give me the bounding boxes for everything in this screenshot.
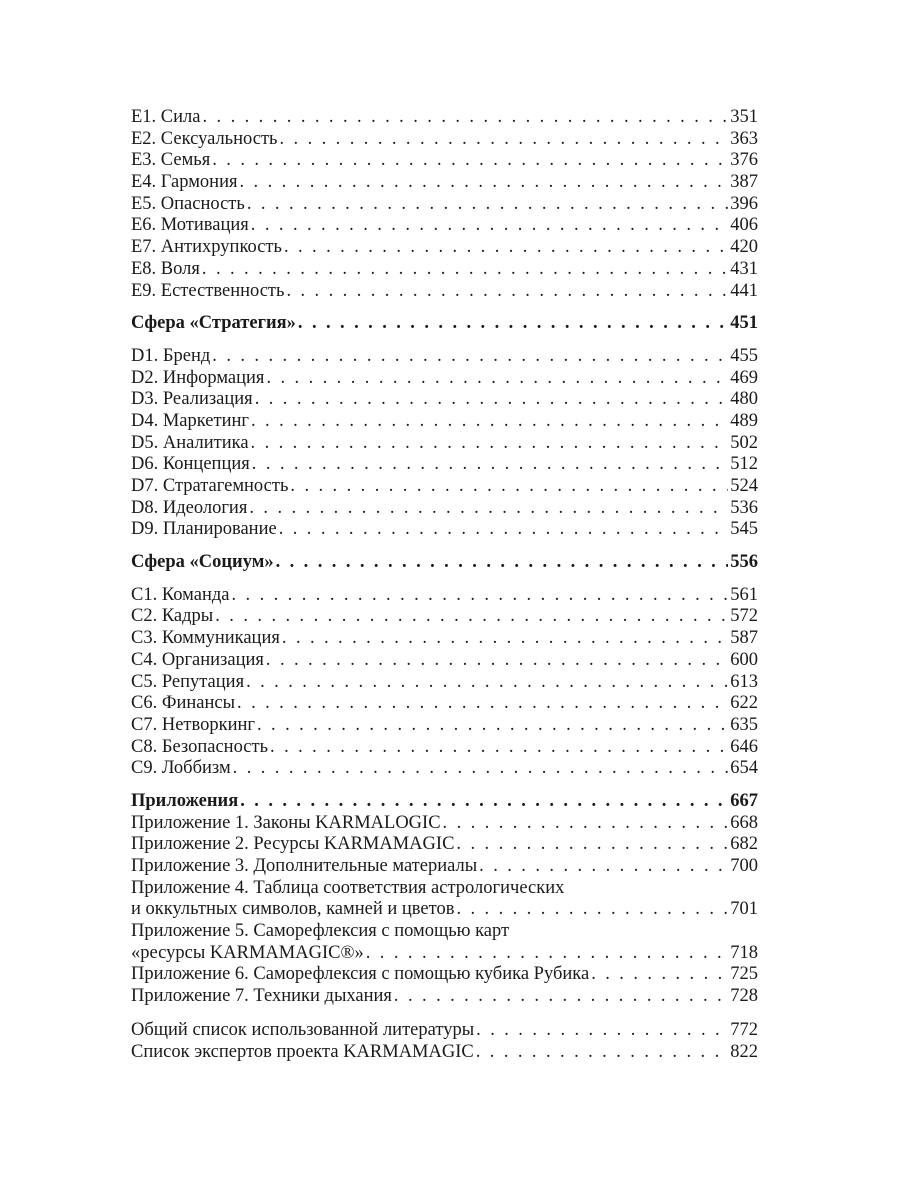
page-number: 587 <box>730 628 758 649</box>
dot-leader <box>266 650 728 672</box>
page-number: 451 <box>730 313 758 334</box>
page-number: 701 <box>730 899 758 920</box>
dot-leader <box>246 672 728 694</box>
page-number: 600 <box>730 649 758 670</box>
toc-entry[interactable]: E3. Семья . . . 376 <box>131 150 758 172</box>
section-gap <box>131 1008 758 1020</box>
page-number: 502 <box>730 432 758 453</box>
page-number: 469 <box>730 367 758 388</box>
page-number: 718 <box>730 942 758 963</box>
page-number: 561 <box>730 584 758 605</box>
toc-entry[interactable]: D9. Планирование . . . 545 <box>131 519 758 541</box>
dot-leader <box>202 259 728 281</box>
page-number: 635 <box>730 714 758 735</box>
page-number: 387 <box>730 172 758 193</box>
toc-entry[interactable]: Приложение 6. Саморефлексия с помощью кубика Рубика . . . 725 <box>131 964 758 986</box>
dot-leader <box>270 737 728 759</box>
dot-leader <box>476 1020 728 1042</box>
toc-entry[interactable]: C2. Кадры . . . 572 <box>131 606 758 628</box>
dot-leader <box>247 194 728 216</box>
dot-leader <box>456 899 728 921</box>
toc-group-d <box>131 346 758 541</box>
page-number: 489 <box>730 410 758 431</box>
toc-entry[interactable]: E4. Гармония . . . 387 <box>131 172 758 194</box>
page-number: 822 <box>730 1041 758 1062</box>
dot-leader <box>476 1042 729 1064</box>
dot-leader <box>298 313 728 335</box>
dot-leader <box>212 150 728 172</box>
toc-entry[interactable]: Приложение 3. Дополнительные материалы . . . 700 <box>131 856 758 878</box>
page-number: 556 <box>730 552 758 573</box>
toc-entry[interactable]: D7. Стратагемность . . . 524 <box>131 476 758 498</box>
toc-entry[interactable]: и оккультных символов, камней и цветов . . . 701 <box>131 899 758 921</box>
page-number: 420 <box>730 237 758 258</box>
page-number: 406 <box>730 215 758 236</box>
page-number: 512 <box>730 454 758 475</box>
toc-entry[interactable]: E9. Естественность . . . 441 <box>131 281 758 303</box>
toc-appendix-heading[interactable]: Приложения . . . 667 <box>131 791 758 813</box>
toc-entry[interactable]: C4. Организация . . . 600 <box>131 650 758 672</box>
toc-entry[interactable]: E7. Антихрупкость . . . 420 <box>131 237 758 259</box>
dot-leader <box>249 498 728 520</box>
toc-entry[interactable]: D1. Бренд . . . 455 <box>131 346 758 368</box>
toc-entry[interactable]: D6. Концепция . . . 512 <box>131 454 758 476</box>
dot-leader <box>282 628 728 650</box>
toc-group-appendix <box>131 813 758 1008</box>
page-number: 376 <box>730 150 758 171</box>
toc-entry[interactable]: D8. Идеология . . . 536 <box>131 498 758 520</box>
dot-leader <box>231 585 728 607</box>
table-of-contents <box>131 107 758 1063</box>
toc-entry[interactable]: «ресурсы KARMAMAGIC®» . . . 718 <box>131 943 758 965</box>
toc-entry[interactable]: E6. Мотивация . . . 406 <box>131 215 758 237</box>
page-number: 455 <box>730 345 758 366</box>
toc-entry[interactable]: E8. Воля . . . 431 <box>131 259 758 281</box>
dot-leader <box>212 346 728 368</box>
dot-leader <box>286 281 728 303</box>
toc-entry[interactable]: C1. Команда . . . 561 <box>131 585 758 607</box>
page-number: 536 <box>730 497 758 518</box>
page-number: 441 <box>730 280 758 301</box>
page-number: 682 <box>730 834 758 855</box>
toc-entry[interactable]: C3. Коммуникация . . . 587 <box>131 628 758 650</box>
toc-group-e <box>131 107 758 302</box>
dot-leader <box>394 986 728 1008</box>
toc-entry[interactable]: E2. Сексуальность . . . 363 <box>131 129 758 151</box>
page-number: 668 <box>730 812 758 833</box>
dot-leader <box>251 411 728 433</box>
page-number: 646 <box>730 736 758 757</box>
page-number: 572 <box>730 606 758 627</box>
page-number: 725 <box>730 964 758 985</box>
toc-entry[interactable]: C6. Финансы . . . 622 <box>131 693 758 715</box>
dot-leader <box>276 552 729 574</box>
toc-entry[interactable]: E1. Сила . . . 351 <box>131 107 758 129</box>
dot-leader <box>240 791 728 813</box>
dot-leader <box>279 129 728 151</box>
toc-entry[interactable]: C9. Лоббизм . . . 654 <box>131 758 758 780</box>
page-number: 772 <box>730 1019 758 1040</box>
toc-entry[interactable]: Общий список использованной литературы . . . 772 <box>131 1020 758 1042</box>
page-number: 545 <box>730 519 758 540</box>
dot-leader <box>279 519 729 541</box>
dot-leader <box>266 368 728 390</box>
toc-entry[interactable]: D2. Информация . . . 469 <box>131 368 758 390</box>
dot-leader <box>215 606 728 628</box>
page-number: 396 <box>730 193 758 214</box>
dot-leader <box>257 715 728 737</box>
page-number: 431 <box>730 258 758 279</box>
toc-group-final <box>131 1020 758 1063</box>
dot-leader <box>239 172 728 194</box>
toc-entry[interactable]: C5. Репутация . . . 613 <box>131 672 758 694</box>
dot-leader <box>255 389 729 411</box>
toc-entry[interactable]: C7. Нетворкинг . . . 635 <box>131 715 758 737</box>
page-number: 480 <box>730 389 758 410</box>
toc-sphere-heading[interactable]: Сфера «Стратегия» . . . 451 <box>131 313 758 335</box>
dot-leader <box>443 813 729 835</box>
dot-leader <box>456 834 728 856</box>
toc-entry[interactable]: D3. Реализация . . . 480 <box>131 389 758 411</box>
toc-entry-line1[interactable]: Приложение 5. Саморефлексия с помощью карт <box>131 921 510 942</box>
toc-entry[interactable]: D5. Аналитика . . . 502 <box>131 433 758 455</box>
page-number: 728 <box>730 986 758 1007</box>
toc-entry[interactable]: Приложение 7. Техники дыхания . . . 728 <box>131 986 758 1008</box>
toc-entry[interactable]: E5. Опасность . . . 396 <box>131 194 758 216</box>
page-number: 524 <box>730 476 758 496</box>
toc-entry-line1[interactable]: Приложение 4. Таблица соответствия астрологических <box>131 877 565 898</box>
toc-entry[interactable]: D4. Маркетинг . . . 489 <box>131 411 758 433</box>
toc-sphere-heading[interactable]: Сфера «Социум» . . . 556 <box>131 552 758 574</box>
dot-leader <box>591 964 728 986</box>
toc-entry[interactable]: Приложение 2. Ресурсы KARMAMAGIC . . . 682 <box>131 834 758 856</box>
dot-leader <box>252 454 728 476</box>
dot-leader <box>233 758 729 780</box>
dot-leader <box>290 476 728 498</box>
toc-entry[interactable]: Приложение 1. Законы KARMALOGIC . . . 668 <box>131 813 758 835</box>
dot-leader <box>202 107 728 129</box>
page-number: 622 <box>730 693 758 714</box>
dot-leader <box>366 943 729 965</box>
dot-leader <box>251 433 729 455</box>
page-number: 667 <box>730 790 758 811</box>
page-number: 351 <box>730 107 758 127</box>
dot-leader <box>284 237 728 259</box>
dot-leader <box>479 856 728 878</box>
page-number: 700 <box>730 856 758 876</box>
dot-leader <box>237 693 728 715</box>
toc-entry[interactable]: Список экспертов проекта KARMAMAGIC . . . 822 <box>131 1042 758 1064</box>
toc-group-c <box>131 585 758 780</box>
toc-entry[interactable]: C8. Безопасность . . . 646 <box>131 737 758 759</box>
page-number: 363 <box>730 128 758 149</box>
dot-leader <box>251 215 728 237</box>
page-number: 613 <box>730 671 758 692</box>
page-number: 654 <box>730 758 758 779</box>
